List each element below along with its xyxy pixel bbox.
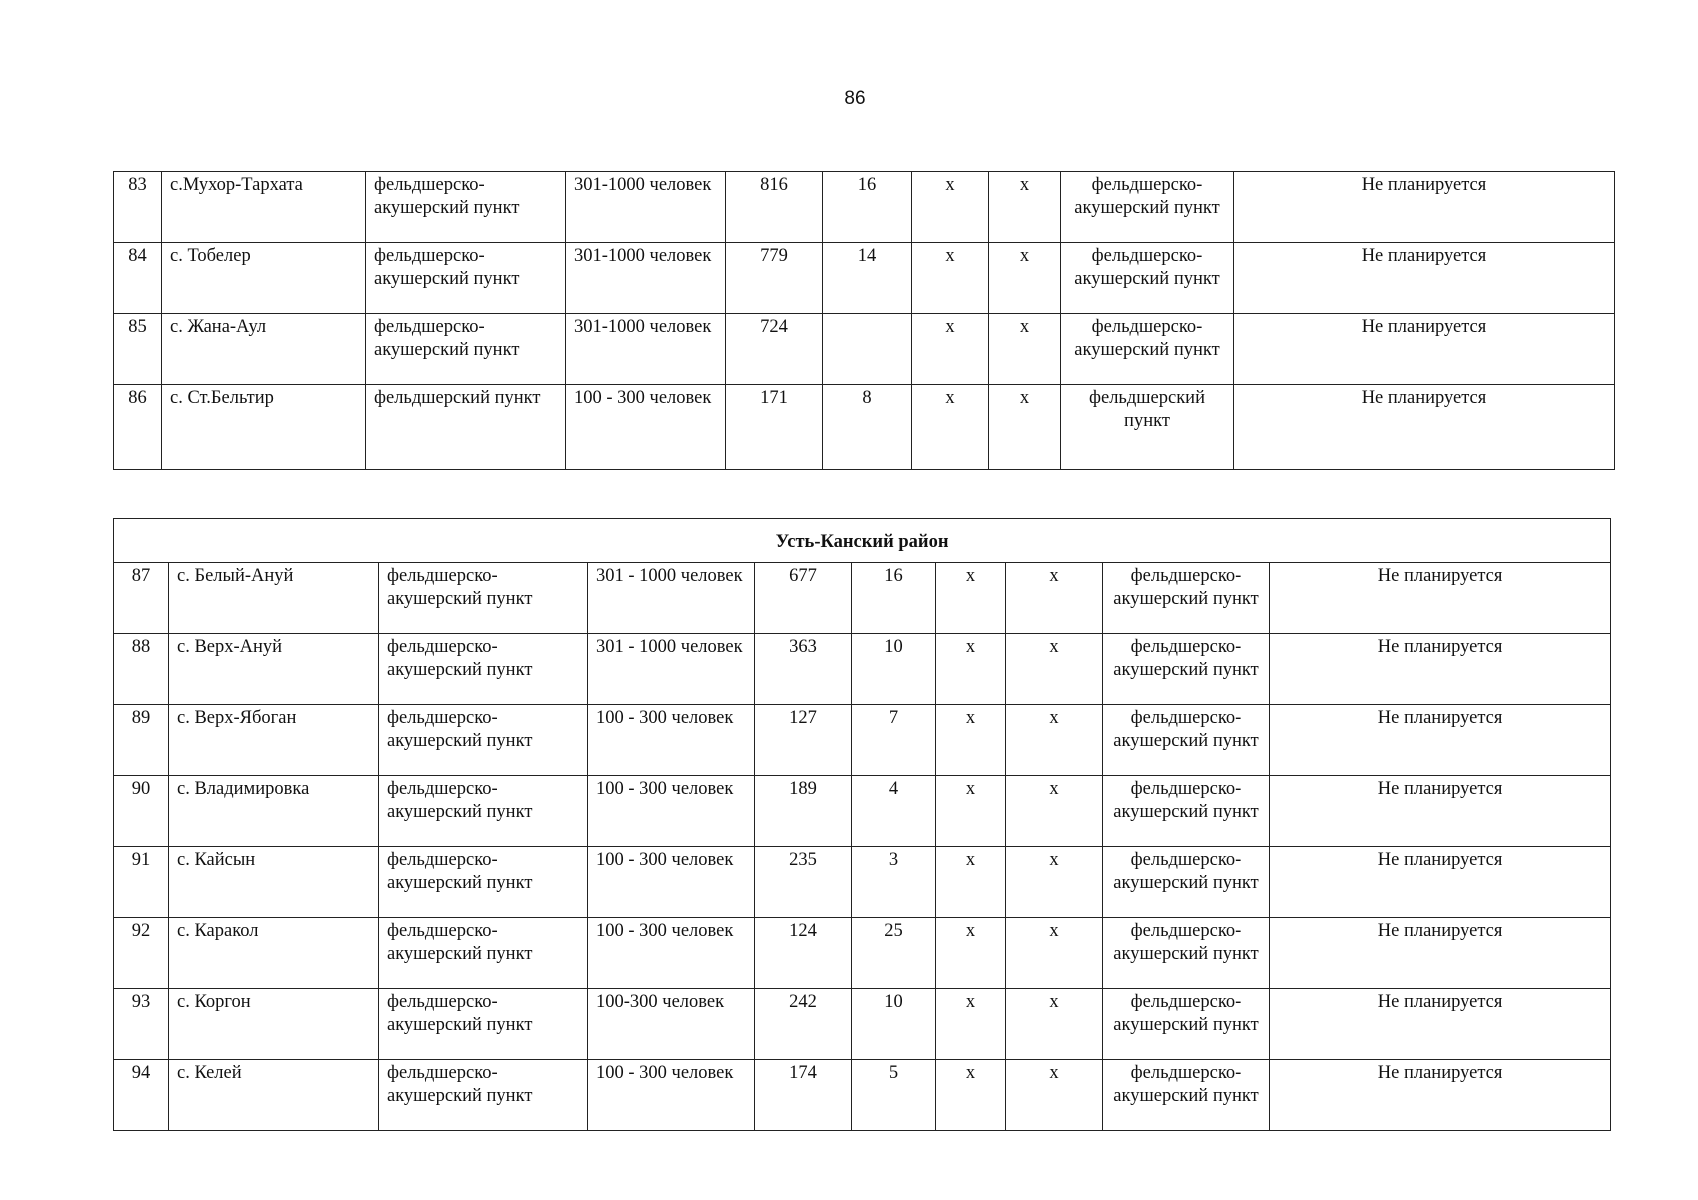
settlement-name: с. Верх-Ябоган — [169, 705, 379, 776]
population-group: 301 - 1000 человек — [588, 563, 755, 634]
mark-cell-2: х — [1006, 634, 1103, 705]
population-count: 235 — [755, 847, 852, 918]
plan-status: Не планируется — [1270, 847, 1611, 918]
population-group: 301-1000 человек — [566, 243, 726, 314]
row-number: 92 — [114, 918, 169, 989]
mark-cell-1: х — [936, 776, 1006, 847]
staff-count: 16 — [852, 563, 936, 634]
planned-facility-type: фельдшерско-акушерский пункт — [1103, 1060, 1270, 1131]
staff-count — [823, 314, 912, 385]
staff-count: 5 — [852, 1060, 936, 1131]
mark-cell-1: х — [936, 989, 1006, 1060]
mark-cell-2: х — [1006, 776, 1103, 847]
row-number: 91 — [114, 847, 169, 918]
facility-type: фельдшерско-акушерский пункт — [366, 314, 566, 385]
population-group: 301-1000 человек — [566, 172, 726, 243]
population-group: 100 - 300 человек — [588, 918, 755, 989]
row-number: 90 — [114, 776, 169, 847]
row-number: 87 — [114, 563, 169, 634]
mark-cell-1: х — [936, 1060, 1006, 1131]
mark-cell-2: х — [1006, 918, 1103, 989]
table-row — [114, 314, 1615, 385]
facility-type: фельдшерско-акушерский пункт — [379, 634, 588, 705]
population-count: 124 — [755, 918, 852, 989]
planned-facility-type: фельдшерско-акушерский пункт — [1103, 634, 1270, 705]
settlement-name: с. Каракол — [169, 918, 379, 989]
plan-status: Не планируется — [1270, 1060, 1611, 1131]
settlement-name: с. Белый-Ануй — [169, 563, 379, 634]
settlement-name: с. Верх-Ануй — [169, 634, 379, 705]
planned-facility-type: фельдшерско-акушерский пункт — [1103, 847, 1270, 918]
planned-facility-type: фельдшерско-акушерский пункт — [1061, 172, 1234, 243]
plan-status: Не планируется — [1234, 172, 1615, 243]
mark-cell-2: х — [1006, 847, 1103, 918]
mark-cell-2: х — [1006, 989, 1103, 1060]
facility-type: фельдшерско-акушерский пункт — [379, 989, 588, 1060]
planned-facility-type: фельдшерско-акушерский пункт — [1103, 563, 1270, 634]
facility-type: фельдшерско-акушерский пункт — [366, 172, 566, 243]
settlement-name: с. Ст.Бельтир — [162, 385, 366, 470]
facilities-table-1 — [113, 171, 1615, 470]
table-row — [114, 776, 1611, 847]
staff-count: 7 — [852, 705, 936, 776]
facility-type: фельдшерско-акушерский пункт — [379, 776, 588, 847]
mark-cell-2: х — [989, 243, 1061, 314]
plan-status: Не планируется — [1270, 989, 1611, 1060]
plan-status: Не планируется — [1234, 314, 1615, 385]
page-number: 86 — [844, 88, 866, 109]
district-name: Усть-Канский район — [114, 519, 1611, 563]
settlement-name: с. Кайсын — [169, 847, 379, 918]
population-count: 189 — [755, 776, 852, 847]
table-2-body — [114, 519, 1611, 1131]
table-row — [114, 634, 1611, 705]
mark-cell-1: х — [912, 172, 989, 243]
population-group: 100 - 300 человек — [588, 1060, 755, 1131]
plan-status: Не планируется — [1234, 243, 1615, 314]
settlement-name: с. Владимировка — [169, 776, 379, 847]
mark-cell-1: х — [936, 634, 1006, 705]
mark-cell-1: х — [912, 314, 989, 385]
row-number: 94 — [114, 1060, 169, 1131]
population-count: 242 — [755, 989, 852, 1060]
settlement-name: с.Мухор-Тархата — [162, 172, 366, 243]
population-group: 100 - 300 человек — [588, 776, 755, 847]
population-count: 724 — [726, 314, 823, 385]
plan-status: Не планируется — [1270, 705, 1611, 776]
settlement-name: с. Жана-Аул — [162, 314, 366, 385]
planned-facility-type: фельдшерско-акушерский пункт — [1061, 314, 1234, 385]
row-number: 85 — [114, 314, 162, 385]
table-row — [114, 563, 1611, 634]
mark-cell-2: х — [989, 314, 1061, 385]
staff-count: 4 — [852, 776, 936, 847]
population-count: 174 — [755, 1060, 852, 1131]
population-count: 816 — [726, 172, 823, 243]
table-row — [114, 847, 1611, 918]
population-group: 301-1000 человек — [566, 314, 726, 385]
settlement-name: с. Тобелер — [162, 243, 366, 314]
staff-count: 16 — [823, 172, 912, 243]
mark-cell-2: х — [989, 172, 1061, 243]
population-count: 779 — [726, 243, 823, 314]
population-count: 363 — [755, 634, 852, 705]
staff-count: 10 — [852, 989, 936, 1060]
mark-cell-1: х — [936, 918, 1006, 989]
planned-facility-type: фельдшерский пункт — [1061, 385, 1234, 470]
facility-type: фельдшерско-акушерский пункт — [379, 563, 588, 634]
row-number: 93 — [114, 989, 169, 1060]
row-number: 83 — [114, 172, 162, 243]
row-number: 89 — [114, 705, 169, 776]
row-number: 86 — [114, 385, 162, 470]
facility-type: фельдшерский пункт — [366, 385, 566, 470]
settlement-name: с. Коргон — [169, 989, 379, 1060]
planned-facility-type: фельдшерско-акушерский пункт — [1103, 918, 1270, 989]
mark-cell-1: х — [936, 563, 1006, 634]
table-row — [114, 918, 1611, 989]
plan-status: Не планируется — [1234, 385, 1615, 470]
planned-facility-type: фельдшерско-акушерский пункт — [1103, 776, 1270, 847]
plan-status: Не планируется — [1270, 634, 1611, 705]
table-1-body — [114, 172, 1615, 470]
planned-facility-type: фельдшерско-акушерский пункт — [1103, 989, 1270, 1060]
staff-count: 25 — [852, 918, 936, 989]
planned-facility-type: фельдшерско-акушерский пункт — [1061, 243, 1234, 314]
facility-type: фельдшерско-акушерский пункт — [366, 243, 566, 314]
population-count: 677 — [755, 563, 852, 634]
staff-count: 8 — [823, 385, 912, 470]
staff-count: 14 — [823, 243, 912, 314]
population-group: 100 - 300 человек — [588, 847, 755, 918]
table-row — [114, 385, 1615, 470]
table-row — [114, 989, 1611, 1060]
plan-status: Не планируется — [1270, 563, 1611, 634]
mark-cell-2: х — [1006, 705, 1103, 776]
population-group: 301 - 1000 человек — [588, 634, 755, 705]
table-row — [114, 705, 1611, 776]
settlement-name: с. Келей — [169, 1060, 379, 1131]
row-number: 88 — [114, 634, 169, 705]
mark-cell-1: х — [936, 705, 1006, 776]
planned-facility-type: фельдшерско-акушерский пункт — [1103, 705, 1270, 776]
table-row — [114, 1060, 1611, 1131]
facility-type: фельдшерско-акушерский пункт — [379, 1060, 588, 1131]
table-row — [114, 243, 1615, 314]
facility-type: фельдшерско-акушерский пункт — [379, 918, 588, 989]
mark-cell-1: х — [912, 243, 989, 314]
mark-cell-1: х — [936, 847, 1006, 918]
facilities-table-2 — [113, 518, 1611, 1131]
population-group: 100-300 человек — [588, 989, 755, 1060]
facility-type: фельдшерско-акушерский пункт — [379, 847, 588, 918]
mark-cell-1: х — [912, 385, 989, 470]
plan-status: Не планируется — [1270, 776, 1611, 847]
facility-type: фельдшерско-акушерский пункт — [379, 705, 588, 776]
mark-cell-2: х — [1006, 1060, 1103, 1131]
population-group: 100 - 300 человек — [566, 385, 726, 470]
mark-cell-2: х — [1006, 563, 1103, 634]
plan-status: Не планируется — [1270, 918, 1611, 989]
staff-count: 10 — [852, 634, 936, 705]
district-header-row — [114, 519, 1611, 563]
table-row — [114, 172, 1615, 243]
mark-cell-2: х — [989, 385, 1061, 470]
staff-count: 3 — [852, 847, 936, 918]
row-number: 84 — [114, 243, 162, 314]
population-count: 127 — [755, 705, 852, 776]
population-group: 100 - 300 человек — [588, 705, 755, 776]
population-count: 171 — [726, 385, 823, 470]
